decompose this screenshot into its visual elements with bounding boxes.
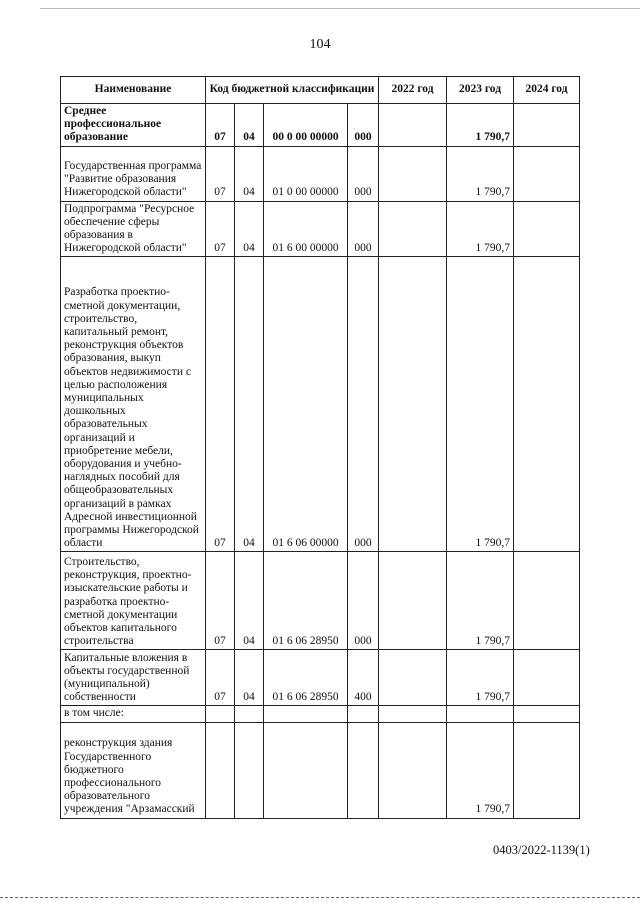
row-target-code [264,722,348,818]
row-2023: 1 790,7 [447,104,514,147]
scan-edge-line [40,8,640,9]
row-subsection: 04 [235,650,264,706]
row-expense-kind: 400 [348,650,379,706]
row-subsection: 04 [235,552,264,650]
row-expense-kind [348,722,379,818]
row-2024 [514,722,580,818]
header-name: Наименование [61,77,206,104]
row-subsection [235,706,264,722]
row-expense-kind: 000 [348,146,379,201]
row-target-code: 01 0 00 00000 [264,146,348,201]
row-2023: 1 790,7 [447,201,514,257]
row-subsection [235,722,264,818]
page-number: 104 [309,37,331,52]
budget-table [60,76,580,819]
row-2022 [379,552,447,650]
table-header-row [61,77,580,104]
row-2022 [379,650,447,706]
row-subsection: 04 [235,201,264,257]
row-2023: 1 790,7 [447,552,514,650]
row-target-code: 01 6 06 28950 [264,552,348,650]
header-2022: 2022 год [379,77,447,104]
scan-edge-line [0,897,640,898]
row-name: Капитальные вложения в объекты государственной (муниципальной) собственности [61,650,206,706]
row-2024 [514,552,580,650]
row-subsection: 04 [235,257,264,552]
table-row [61,706,580,722]
row-2022 [379,201,447,257]
row-expense-kind: 000 [348,201,379,257]
row-2022 [379,257,447,552]
header-2024: 2024 год [514,77,580,104]
row-name: Разработка проектно-сметной документации, строительство, капитальный ремонт, реконструкция объектов образования, выкуп объектов недвижимости с целью расположения муниципальных дошкольных образовательных организаций и приобретение мебели, оборудования и учебно-наглядных пособий для общеобразовательных организаций в рамках Адресной инвестиционной программы Нижегородской области [61,257,206,552]
row-2024 [514,257,580,552]
row-2024 [514,201,580,257]
row-2022 [379,104,447,147]
row-2023: 1 790,7 [447,146,514,201]
row-section: 07 [206,201,235,257]
table-row [61,257,580,552]
row-subsection: 04 [235,104,264,147]
row-2022 [379,706,447,722]
row-2023: 1 790,7 [447,650,514,706]
row-target-code: 01 6 00 00000 [264,201,348,257]
row-section: 07 [206,552,235,650]
row-section: 07 [206,146,235,201]
row-section [206,706,235,722]
table-row [61,552,580,650]
row-section [206,722,235,818]
row-name: в том числе: [61,706,206,722]
table-row [61,722,580,818]
row-expense-kind: 000 [348,104,379,147]
row-target-code: 01 6 06 28950 [264,650,348,706]
row-2023: 1 790,7 [447,257,514,552]
row-target-code: 00 0 00 00000 [264,104,348,147]
row-2022 [379,146,447,201]
row-expense-kind: 000 [348,257,379,552]
row-name: реконструкция здания Государственного бюджетного профессионального образовательного учреждения "Арзамасский [61,722,206,818]
row-section: 07 [206,650,235,706]
row-2022 [379,722,447,818]
table-row [61,650,580,706]
header-classification: Код бюджетной классификации [206,77,379,104]
row-2024 [514,104,580,147]
table-row [61,201,580,257]
row-2024 [514,146,580,201]
row-target-code: 01 6 06 00000 [264,257,348,552]
row-name: Среднее профессиональное образование [61,104,206,147]
row-2024 [514,706,580,722]
table-row [61,146,580,201]
document-code: 0403/2022-1139(1) [493,843,590,857]
row-2023: 1 790,7 [447,722,514,818]
row-target-code [264,706,348,722]
header-2023: 2023 год [447,77,514,104]
table-row [61,104,580,147]
row-expense-kind [348,706,379,722]
row-section: 07 [206,104,235,147]
row-expense-kind: 000 [348,552,379,650]
row-subsection: 04 [235,146,264,201]
row-name: Строительство, реконструкция, проектно-изыскательские работы и разработка проектно-сметной документации объектов капитального строительства [61,552,206,650]
row-name: Подпрограмма "Ресурсное обеспечение сферы образования в Нижегородской области" [61,201,206,257]
row-section: 07 [206,257,235,552]
row-name: Государственная программа "Развитие образования Нижегородской области" [61,146,206,201]
row-2023 [447,706,514,722]
row-2024 [514,650,580,706]
